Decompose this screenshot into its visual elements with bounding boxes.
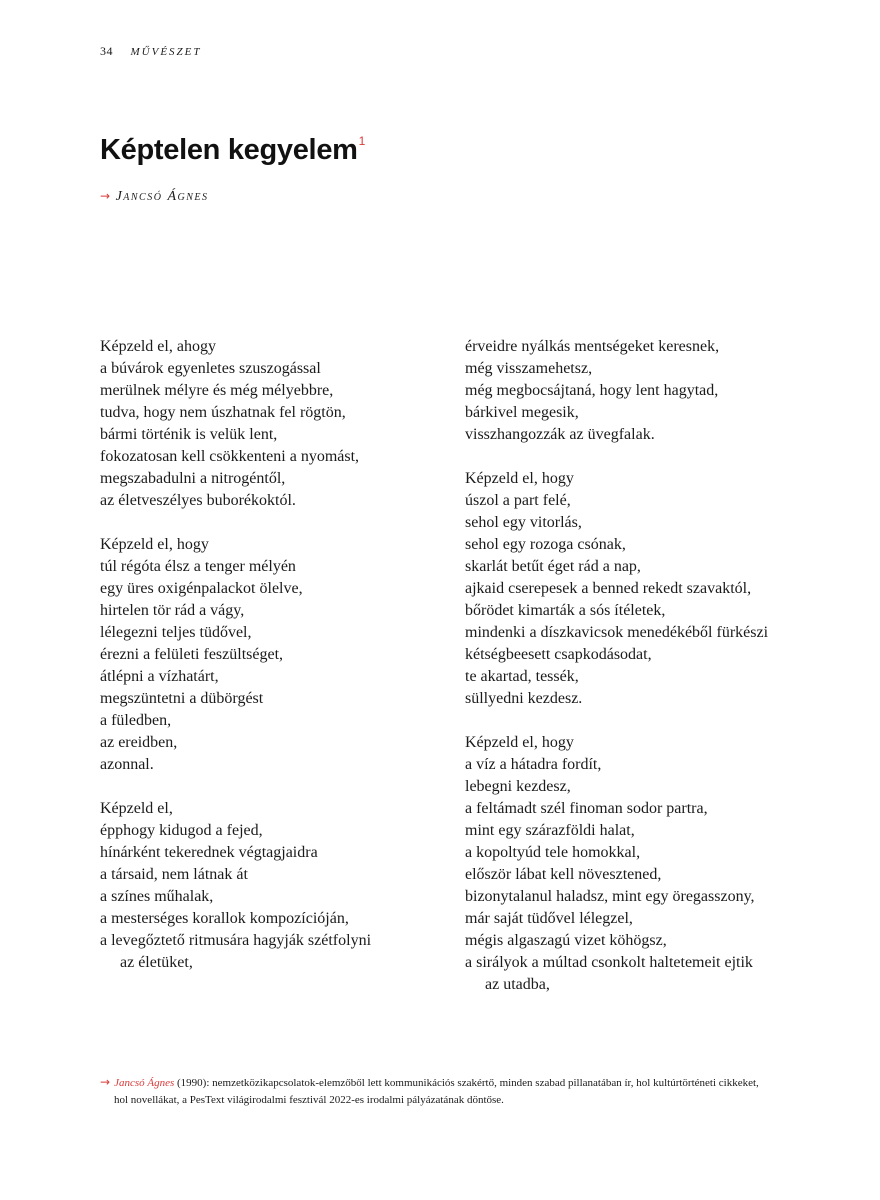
poem-line: a víz a hátadra fordít, [465, 756, 602, 773]
poem-line: Képzeld el, [100, 800, 173, 817]
poem-line: bőrödet kimarták a sós ítéletek, [465, 602, 666, 619]
poem-line: lélegezni teljes tüdővel, [100, 624, 252, 641]
stanza [465, 336, 805, 446]
poem-line: már saját tüdővel lélegzel, [465, 910, 633, 927]
footnote-line-1 [100, 1074, 820, 1092]
poem-line: a feltámadt szél finoman sodor partra, [465, 800, 708, 817]
poem-line: a társaid, nem látnak át [100, 866, 248, 883]
poem-line: épphogy kidugod a fejed, [100, 822, 263, 839]
stanza [100, 336, 430, 512]
poem-line: a mesterséges korallok kompozícióján, [100, 910, 349, 927]
stanza [465, 732, 805, 996]
poem-line: még megbocsájtaná, hogy lent hagytad, [465, 382, 719, 399]
poem-line: bárkivel megesik, [465, 404, 579, 421]
poem-line: Képzeld el, hogy [465, 470, 574, 487]
poem-line: még visszamehetsz, [465, 360, 593, 377]
poem-line: Képzeld el, hogy [100, 536, 209, 553]
poem-line: az ereidben, [100, 734, 178, 751]
poem-line: először lábat kell növesztened, [465, 866, 662, 883]
poem-line: megszüntetni a dübörgést [100, 690, 264, 707]
poem-line: az életveszélyes buborékoktól. [100, 492, 296, 509]
arrow-right-icon: → [100, 189, 112, 203]
poem-line: az életüket, [120, 954, 193, 971]
stanza [100, 798, 430, 974]
poem-line: hínárként tekerednek végtagjaidra [100, 844, 318, 861]
poem-line: a színes műhalak, [100, 888, 214, 905]
poem-line: süllyedni kezdesz. [465, 690, 583, 707]
footnote-text-1: (1990): nemzetközikapcsolatok-elemzőből lett kommunikációs szakértő, minden szabad pillanatában ír, hol kultúrtörténeti cikkeket, [174, 1077, 759, 1089]
poem-line: skarlát betűt éget rád a nap, [465, 558, 641, 575]
poem-line: visszhangozzák az üvegfalak. [465, 426, 655, 443]
poem-line: hirtelen tör rád a vágy, [100, 602, 245, 619]
poem-line: megszabadulni a nitrogéntől, [100, 470, 286, 487]
poem-column-right [465, 336, 805, 1018]
poem-line: tudva, hogy nem úszhatnak fel rögtön, [100, 404, 346, 421]
poem-line: lebegni kezdesz, [465, 778, 571, 795]
title-footnote-ref[interactable]: 1 [358, 134, 366, 148]
author-name: Jancsó Ágnes [115, 189, 209, 204]
poem-line: a sirályok a múltad csonkolt haltetemeit ejtik [465, 954, 753, 971]
poem-line: átlépni a vízhatárt, [100, 668, 219, 685]
poem-column-left [100, 336, 430, 996]
arrow-right-icon: → [100, 1075, 111, 1089]
poem-line: érezni a felületi feszültséget, [100, 646, 284, 663]
poem-line: sehol egy rozoga csónak, [465, 536, 626, 553]
poem-line: mindenki a díszkavicsok menedékéből fürkészi [465, 624, 769, 641]
poem-line: mint egy szárazföldi halat, [465, 822, 635, 839]
page-number: 34 [100, 44, 113, 58]
poem-line: a búvárok egyenletes szuszogással [100, 360, 321, 377]
footnote-author-name: Jancsó Ágnes [114, 1077, 175, 1089]
footnote [100, 1074, 820, 1109]
poem-line: a füledben, [100, 712, 172, 729]
poem-line: érveidre nyálkás mentségeket keresnek, [465, 338, 720, 355]
poem-line: mégis algaszagú vizet köhögsz, [465, 932, 667, 949]
poem-line: Képzeld el, ahogy [100, 338, 216, 355]
poem-line: bizonytalanul haladsz, mint egy öregasszony, [465, 888, 755, 905]
poem-line: a kopoltyúd tele homokkal, [465, 844, 641, 861]
running-header [100, 44, 202, 59]
poem-title [100, 134, 365, 167]
poem-line: egy üres oxigénpalackot ölelve, [100, 580, 303, 597]
poem-line: úszol a part felé, [465, 492, 571, 509]
poem-line: fokozatosan kell csökkenteni a nyomást, [100, 448, 360, 465]
stanza [100, 534, 430, 776]
poem-line: ajkaid cserepesek a benned rekedt szavaktól, [465, 580, 752, 597]
section-name: MŰVÉSZET [130, 46, 202, 58]
poem-line: azonnal. [100, 756, 154, 773]
poem-line: bármi történik is velük lent, [100, 426, 278, 443]
author-byline [100, 188, 209, 205]
footnote-line-2: hol novellákat, a PesText világirodalmi fesztivál 2022-es irodalmi pályázatának döntőse. [114, 1094, 504, 1106]
poem-line: merülnek mélyre és még mélyebbre, [100, 382, 334, 399]
stanza [465, 468, 805, 710]
poem-line: kétségbeesett csapkodásodat, [465, 646, 652, 663]
poem-line: te akartad, tessék, [465, 668, 579, 685]
poem-line: sehol egy vitorlás, [465, 514, 582, 531]
poem-line: túl régóta élsz a tenger mélyén [100, 558, 296, 575]
poem-line: Képzeld el, hogy [465, 734, 574, 751]
poem-line: a levegőztető ritmusára hagyják szétfolyni [100, 932, 372, 949]
poem-title-text: Képtelen kegyelem [100, 134, 358, 166]
poem-line: az utadba, [485, 976, 550, 993]
